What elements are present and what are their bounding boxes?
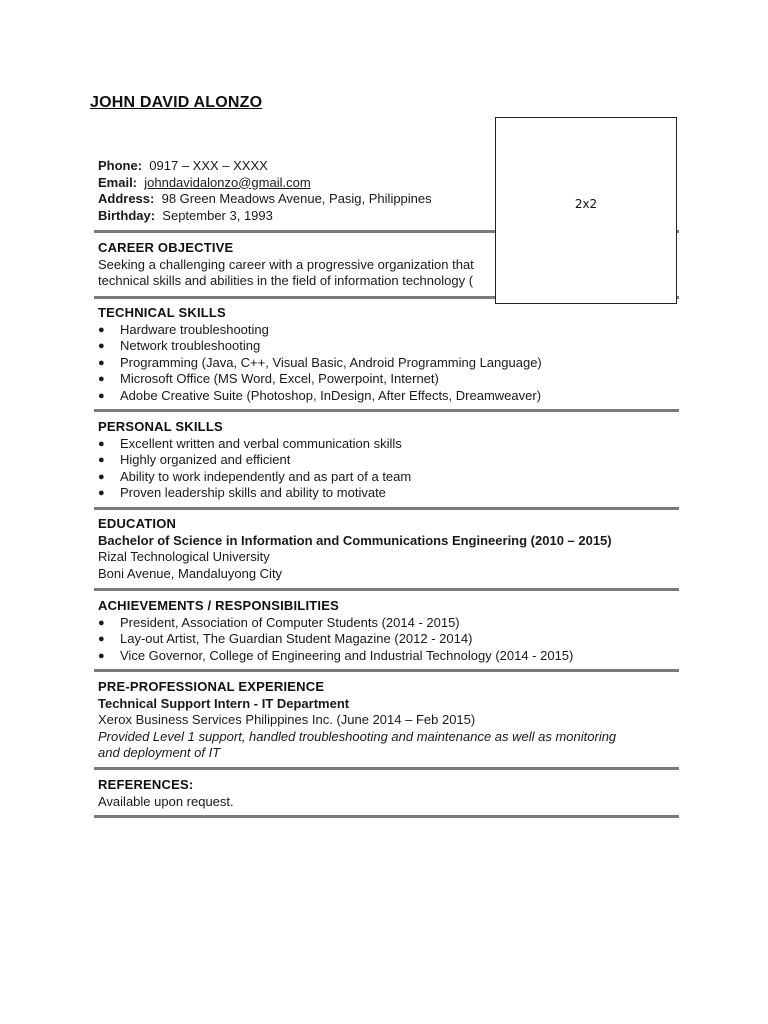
technical-skills-section [98, 305, 678, 404]
address-row [98, 191, 432, 208]
references-text: Available upon request. [98, 793, 234, 809]
section-divider [94, 815, 679, 818]
address-value: 98 Green Meadows Avenue, Pasig, Philippines [161, 191, 432, 206]
photo-placeholder [495, 117, 677, 304]
education-section [98, 516, 678, 582]
achievements-list [98, 615, 678, 665]
personal-skills-heading: PERSONAL SKILLS [98, 419, 223, 434]
experience-heading: PRE-PROFESSIONAL EXPERIENCE [98, 679, 325, 694]
company: Xerox Business Services Philippines Inc. (June 2014 – Feb 2015) [98, 712, 476, 727]
list-item: ● Programming (Java, C++, Visual Basic, Android Programming Language) [98, 355, 678, 372]
birthday-value: September 3, 1993 [162, 207, 273, 223]
list-item: ● Microsoft Office (MS Word, Excel, Powerpoint, Internet) [98, 371, 678, 388]
personal-skills-section [98, 419, 678, 502]
list-item: ● Vice Governor, College of Engineering and Industrial Technology (2014 - 2015) [98, 648, 678, 665]
job-description-line-1: Provided Level 1 support, handled troubleshooting and maintenance as well as monitoring [98, 728, 617, 744]
section-divider [94, 409, 679, 412]
achievements-section [98, 598, 678, 664]
contact-block [98, 158, 432, 224]
list-item: ● Hardware troubleshooting [98, 322, 678, 339]
birthday-row [98, 208, 432, 225]
list-item: ● Excellent written and verbal communication skills [98, 436, 678, 453]
list-item: ● Highly organized and efficient [98, 452, 678, 469]
personal-skills-list [98, 436, 678, 502]
references-section [98, 777, 678, 810]
list-item: ● Lay-out Artist, The Guardian Student Magazine (2012 - 2014) [98, 631, 678, 648]
experience-section [98, 679, 678, 762]
section-divider [94, 669, 679, 672]
list-item: ● Ability to work independently and as part of a team [98, 469, 678, 486]
school-name: Rizal Technological University [98, 549, 270, 564]
section-divider [94, 767, 679, 770]
career-objective-line-1: Seeking a challenging career with a progressive organization that [98, 256, 474, 272]
job-title: Technical Support Intern - IT Department [98, 695, 350, 711]
photo-label: 2x2 [574, 197, 598, 211]
career-objective-line-2: technical skills and abilities in the field of information technology ( [98, 273, 474, 288]
phone-value: 0917 – XXX – XXXX [149, 158, 268, 173]
list-item: ● Adobe Creative Suite (Photoshop, InDesign, After Effects, Dreamweaver) [98, 388, 678, 405]
list-item: ● President, Association of Computer Students (2014 - 2015) [98, 615, 678, 632]
section-divider [94, 507, 679, 510]
list-item: ● Proven leadership skills and ability to motivate [98, 485, 678, 502]
address-label: Address: [98, 191, 155, 206]
achievements-heading: ACHIEVEMENTS / RESPONSIBILITIES [98, 598, 339, 613]
references-heading: REFERENCES: [98, 777, 194, 792]
phone-label: Phone: [98, 158, 143, 173]
section-divider [94, 588, 679, 591]
phone-row [98, 158, 432, 175]
career-objective-heading: CAREER OBJECTIVE [98, 240, 234, 255]
technical-skills-list [98, 322, 678, 405]
email-label: Email: [98, 174, 138, 190]
technical-skills-heading: TECHNICAL SKILLS [98, 305, 226, 320]
job-description-line-2: and deployment of IT [98, 745, 221, 760]
degree: Bachelor of Science in Information and Communications Engineering (2010 – 2015) [98, 532, 612, 548]
school-location: Boni Avenue, Mandaluyong City [98, 565, 283, 581]
email-row [98, 175, 432, 192]
list-item: ● Network troubleshooting [98, 338, 678, 355]
birthday-label: Birthday: [98, 207, 156, 223]
education-heading: EDUCATION [98, 516, 177, 531]
applicant-name: JOHN DAVID ALONZO [90, 94, 263, 111]
email-link[interactable]: johndavidalonzo@gmail.com [144, 174, 311, 190]
